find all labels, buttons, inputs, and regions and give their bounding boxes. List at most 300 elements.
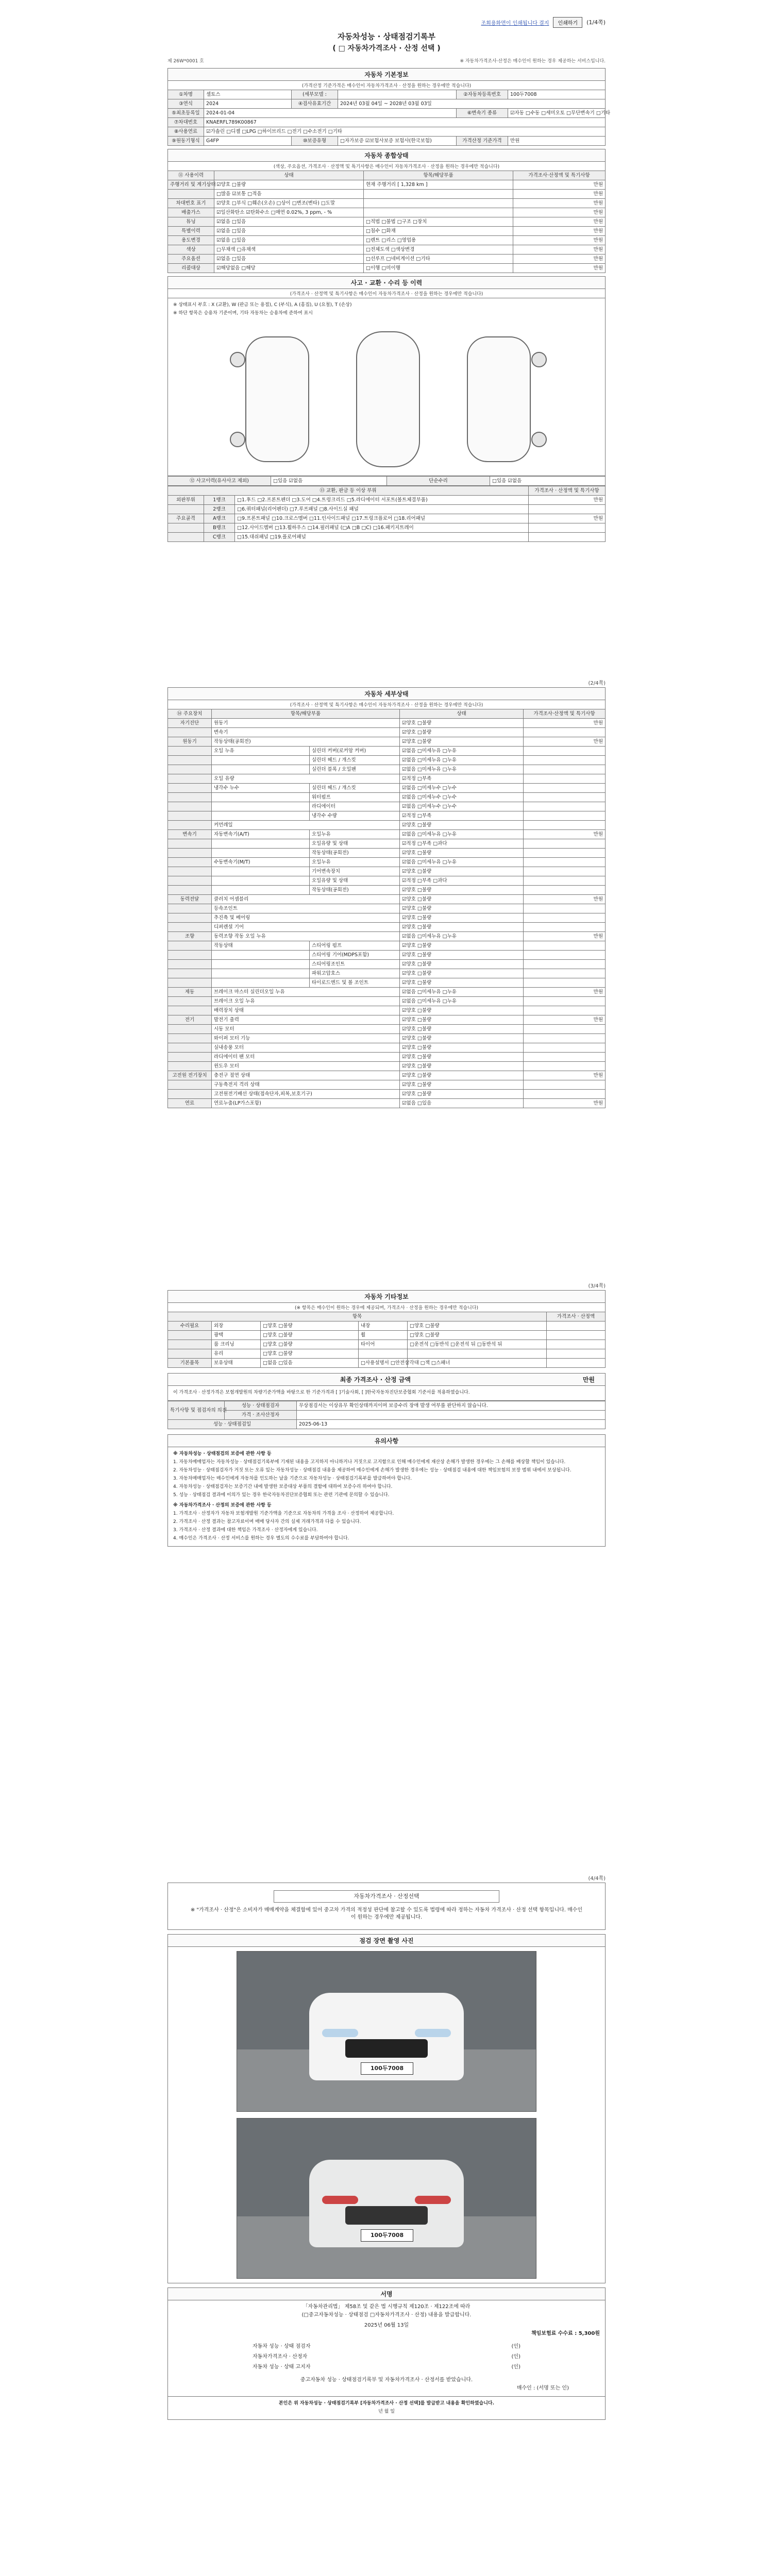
exchange-parts-row [168,523,606,533]
detail-device [168,1006,212,1015]
detail-part: 실린더 헤드 / 개스킷 [310,784,400,793]
detail-status: ☑양호 □불량 [400,728,524,737]
detail-price [524,1090,606,1099]
state-detail: □전체도색 □색상변경 [364,245,513,255]
detail-row [168,960,606,969]
detail-status: ☑양호 □불량 [400,904,524,913]
note-item: 4. 매수인은 가격조사 · 산정 서비스를 원하는 경우 별도의 수수료를 부담하여야 합니다. [173,1536,349,1541]
detail-status: ☑양호 □불량 [400,960,524,969]
detail-price: 만원 [524,932,606,941]
detail-status: ☑없음 □미세누유 □누유 [400,830,524,839]
final-price-label: 최종 가격조사 · 산정 금액 [340,1376,411,1383]
state-price: 만원 [513,245,606,255]
detail-device [168,765,212,774]
detail-status: ☑적정 □부족 □과다 [400,839,524,849]
etc-status: □양호 □불량 [261,1331,359,1340]
etc-row [168,1331,606,1340]
etc-status: □양호 □불량 [408,1321,547,1331]
special-notes-label: 특기사항 및 점검자의 의견 [168,1401,225,1420]
final-price-note [167,1385,606,1401]
etc-price [547,1321,606,1331]
etc-info-title: 자동차 기타정보 [167,1290,606,1302]
detail-header-cell: ⑭ 주요장치 [168,709,212,719]
etc-status: □양호 □불량 [261,1349,359,1359]
detail-price: 만원 [524,737,606,747]
detail-item: 오일 유량 [212,774,400,784]
special-notes-role: 성능 · 상태점검자 [225,1401,297,1411]
detail-row [168,839,606,849]
exchange-parts-row [168,496,606,505]
detail-price [524,784,606,793]
detail-status: ☑양호 □불량 [400,1053,524,1062]
detail-device: 연료 [168,1099,212,1108]
inspection-photo-front [237,1951,536,2112]
detail-price [524,876,606,886]
state-detail: □렌트 □리스 □영업용 [364,236,513,245]
basic-info-row [168,109,606,118]
state-status: ☑양호 □불량 [214,180,364,190]
detail-device [168,849,212,858]
final-price-unit: 만원 [582,1376,595,1383]
detail-device [168,784,212,793]
print-button[interactable]: 인쇄하기 [553,17,582,28]
detail-row [168,737,606,747]
state-header-cell: ⑪ 사용이력 [168,171,214,180]
etc-item [359,1349,408,1359]
state-detail [364,199,513,208]
etc-item: 타이어 [359,1340,408,1349]
detail-price [524,951,606,960]
detail-part: 워터펌프 [310,793,400,802]
etc-group [168,1340,212,1349]
etc-group: 기본품목 [168,1359,212,1368]
detail-price [524,728,606,737]
photo-headlight [322,2029,358,2037]
state-row [168,245,606,255]
detail-status: ☑양호 □불량 [400,719,524,728]
state-item-label: 주행거리 및 계기상태 [168,180,214,190]
detail-item: 와이퍼 모터 기능 [212,1034,400,1043]
detail-part: 실린더 블록 / 오일팬 [310,765,400,774]
basic-info-value: □자가보증 ☑보험사보증 보험사(한국보험) [338,137,457,146]
detail-status: ☑양호 □불량 [400,923,524,932]
detail-device [168,1043,212,1053]
signer-row [253,2362,520,2372]
detail-row [168,719,606,728]
detail-item: 충전구 절연 상태 [212,1071,400,1080]
detail-item: 냉각수 누수 [212,784,310,793]
detail-item: 브레이크 마스터 실린더오일 누유 [212,988,400,997]
state-status: □무채색 □유채색 [214,245,364,255]
car-top-view-shape [356,331,420,467]
etc-header-cell: 가격조사 · 산정액 [547,1312,606,1321]
car-left-side-shape [245,336,309,462]
state-detail: □침수 □화재 [364,227,513,236]
state-item-label: 특별이력 [168,227,214,236]
detail-item [212,802,310,811]
detail-part: 라디에이터 [310,802,400,811]
state-row [168,264,606,273]
detail-price [524,839,606,849]
state-price: 만원 [513,264,606,273]
simple-repair-value: □있음 ☑없음 [490,477,606,486]
exchange-parts-price-header: 가격조사 · 산정액 및 특기사항 [529,486,606,496]
detail-item: 커먼레일 [212,821,400,830]
detail-item: 자동변속기(A/T) [212,830,310,839]
special-notes-row [168,1411,606,1420]
car-wheel-icon [531,352,547,367]
accident-legend-line-1: ※ 상태표시 부호 : X (교환), W (판금 또는 용접), C (부식), A (흠집), U (요철), T (손상) [173,302,352,308]
detail-item [212,849,310,858]
detail-status: ☑적정 □부족 □과다 [400,876,524,886]
photo-headlight [415,2029,451,2037]
fee-label: 책임보험료 수수료 : [531,2331,577,2336]
detail-price: 만원 [524,719,606,728]
detail-row [168,1034,606,1043]
detail-item: 시동 모터 [212,1025,400,1034]
detail-status: ☑없음 □미세누수 □누수 [400,802,524,811]
detail-status: ☑없음 □미세누유 □누유 [400,765,524,774]
inspection-photo-rear [237,2118,536,2279]
etc-status: □양호 □불량 [261,1340,359,1349]
exchange-parts-list: □12.사이드멤버 □13.휠하우스 □14.필러패널 (□A □B □C) □16.패키지트레이 [235,523,529,533]
basic-info-row [168,118,606,127]
etc-info-note: (※ 항목은 매수인이 원하는 경우에 제공되며, 가격조사 · 산정을 원하는 경우에만 적습니다) [167,1302,606,1312]
detail-status: ☑양호 □불량 [400,951,524,960]
license-plate: 100두7008 [361,2229,413,2242]
detail-row [168,969,606,978]
detail-device [168,811,212,821]
note-item: 1. 가격조사 · 산정자가 자동차 보험개발원 기준가액을 기준으로 자동차의 가격을 조사 · 산정하여 제공합니다. [173,1511,394,1516]
detail-device [168,969,212,978]
special-notes-row [168,1420,606,1429]
car-wheel-icon [230,352,245,367]
footer-text: 본인은 위 자동차성능 · 상태점검기록부 [자동차가격조사 · 산정 선택]를 발급받고 내용을 확인하였습니다. [278,2401,495,2406]
accident-value: □있음 ☑없음 [271,477,387,486]
exchange-parts-row [168,505,606,514]
detail-status: ☑없음 □미세누유 □누유 [400,747,524,756]
detail-row [168,904,606,913]
detail-part: 냉각수 수량 [310,811,400,821]
signer-role: 자동차 성능 · 상태 점검자 [253,2344,311,2349]
detail-price: 만원 [524,1071,606,1080]
detail-status: ☑없음 □미세누유 □누유 [400,997,524,1006]
special-notes-role: 가격 · 조사산정자 [225,1411,297,1420]
detail-item [212,886,310,895]
etc-item: 광택 [212,1331,261,1340]
license-plate: 100두7008 [361,2062,413,2075]
car-wheel-icon [230,432,245,447]
detail-item [212,960,310,969]
notes-heading-1: ※ 자동차성능 · 상태점검의 보증에 관한 사항 등 [173,1451,272,1456]
detail-device [168,978,212,988]
detail-row [168,978,606,988]
accident-legend-line-2: ※ 하단 항목은 승용차 기준이며, 기타 자동차는 승용차에 준하여 표시 [173,311,313,316]
detail-row [168,1025,606,1034]
detail-part: 스티어링조인트 [310,960,400,969]
exchange-parts-header: ⑬ 교환, 판금 등 이상 부위 [168,486,529,496]
note-item: 2. 가격조사 · 산정 결과는 참고자료이며 매매 당사자 간의 실제 거래가격과 다를 수 있습니다. [173,1519,361,1524]
detail-price [524,978,606,988]
state-detail: □적법 □불법 □구조 □장치 [364,217,513,227]
detail-status: ☑양호 □불량 [400,1062,524,1071]
accident-history-note: (가격조사 · 산정액 및 특기사항은 매수인이 자동차가격조사 · 산정을 원하는 경우에만 적습니다) [167,289,606,298]
document-number: 제 26W*0001 호 [167,59,204,64]
detail-row [168,858,606,867]
detail-price [524,1025,606,1034]
page-number: (1/4쪽) [586,19,606,26]
note-item: 3. 가격조사 · 산정 결과에 대한 책임은 가격조사 · 산정자에게 있습니다. [173,1528,318,1533]
state-row [168,180,606,190]
detail-status: ☑양호 □불량 [400,969,524,978]
basic-info-label: ④검사유효기간 [292,99,338,109]
detail-item: 원동기 [212,719,400,728]
final-price-title [167,1373,606,1385]
receipt-text: 중고자동차 성능 · 상태점검기록부 및 자동차가격조사 · 산정서를 받았습니다. [300,2377,473,2383]
detail-item: 실내송풍 모터 [212,1043,400,1053]
detail-device [168,951,212,960]
photo-title: 점검 장면 촬영 사진 [167,1934,606,1946]
page-2 [167,680,606,1108]
detail-part: 오일누유 [310,830,400,839]
detail-item: 오일 누유 [212,747,310,756]
detail-status: ☑양호 □불량 [400,941,524,951]
etc-row [168,1340,606,1349]
price-select-box [167,1883,606,1930]
detail-device [168,886,212,895]
basic-info-label: ①차명 [168,90,204,99]
detail-status: ☑적정 □부족 [400,774,524,784]
car-diagram [167,321,606,476]
etc-item: 보유상태 [212,1359,261,1368]
page-number: (4/4쪽) [588,1876,606,1882]
detail-part: 작동상태(공회전) [310,849,400,858]
detail-device: 고전원 전기장치 [168,1071,212,1080]
page-number: (3/4쪽) [588,1283,606,1289]
document-header [167,57,606,64]
etc-item: 내장 [359,1321,408,1331]
detail-status: ☑양호 □불량 [400,886,524,895]
etc-item: 룸 크리닝 [212,1340,261,1349]
price-select-text: ※ "가격조사 · 산정"은 소비자가 매매계약을 체결함에 있어 중고차 가격의 적정성 판단에 참고할 수 있도록 법령에 따라 정하는 자동차 가격조사 · 산정 선택 항목입니다. 매수인이 원하는 경우에만 제공됩니다. [190,1907,583,1920]
basic-info-row [168,99,606,109]
detail-status: ☑없음 □미세누수 □누수 [400,784,524,793]
etc-status: □없음 □있음 [261,1359,359,1368]
state-price: 만원 [513,199,606,208]
detail-price [524,821,606,830]
state-item-label [168,190,214,199]
detail-part: 스티어링 펌프 [310,941,400,951]
detail-item [212,876,310,886]
detail-device: 조향 [168,932,212,941]
special-notes-table [167,1401,606,1429]
detail-row [168,1099,606,1108]
detail-device [168,802,212,811]
detail-header-cell: 가격조사·산정액 및 특기사항 [524,709,606,719]
detail-price [524,858,606,867]
detail-device: 변속기 [168,830,212,839]
etc-item: 휠 [359,1331,408,1340]
exchange-parts-price [529,533,606,542]
etc-group: 수리필요 [168,1321,212,1331]
detail-price [524,886,606,895]
detail-item: 동력조향 작동 오일 누유 [212,932,400,941]
detail-item: 브레이크 오일 누유 [212,997,400,1006]
etc-header-cell: 항목 [168,1312,547,1321]
detail-item: 윈도우 모터 [212,1062,400,1071]
detail-status: ☑양호 □불량 [400,913,524,923]
etc-status: □양호 □불량 [408,1331,547,1340]
detail-price [524,1080,606,1090]
exchange-parts-list: □6.쿼터패널(리어펜더) □7.루프패널 □8.사이드실 패널 [235,505,529,514]
detail-item: 클러치 어셈블리 [212,895,400,904]
photo-grille [345,2039,428,2058]
basic-info-value: ☑가솔린 □디젤 □LPG □하이브리드 □전기 □수소전기 □기타 [204,127,606,137]
detail-part: 오일유량 및 상태 [310,876,400,886]
basic-info-label: ⑧사용연료 [168,127,204,137]
exchange-parts-group: 주요골격 [168,514,204,523]
state-row [168,217,606,227]
etc-group [168,1331,212,1340]
detail-header-cell: 상태 [400,709,524,719]
basic-info-row [168,137,606,146]
state-row [168,227,606,236]
detail-device [168,1062,212,1071]
exchange-parts-list: □1.후드 □2.프론트펜더 □3.도어 □4.트렁크리드 □5.라디에이터 서포트(볼트체결부품) [235,496,529,505]
detail-row [168,923,606,932]
detail-price [524,802,606,811]
detail-item: 디퍼렌셜 기어 [212,923,400,932]
state-item-label: 용도변경 [168,236,214,245]
etc-row [168,1321,606,1331]
footer-date: 년 월 일 [378,2409,395,2414]
detail-row [168,811,606,821]
basic-info-label: ⑥변속기 종류 [457,109,508,118]
detail-status: ☑없음 □있음 [400,1099,524,1108]
detail-status: ☑양호 □불량 [400,821,524,830]
overall-state-note: (색상, 주요옵션, 가격조사 · 산정액 및 특기사항은 매수인이 자동차가격조사 · 산정을 원하는 경우에만 적습니다) [167,161,606,171]
detail-device [168,1034,212,1043]
etc-item: □사용설명서 □안전삼각대 □잭 □스패너 [359,1359,408,1368]
detail-status: ☑양호 □불량 [400,1080,524,1090]
exchange-parts-row [168,514,606,523]
detail-device: 원동기 [168,737,212,747]
basic-info-value: 셀토스 [204,90,292,99]
detail-item: 추진축 및 베어링 [212,913,400,923]
basic-info-title: 자동차 기본정보 [167,68,606,80]
detail-price [524,1053,606,1062]
overall-state-title: 자동차 종합상태 [167,149,606,161]
receipt-sign: 매수인 : (서명 또는 인) [516,2385,569,2391]
accident-legend [167,298,606,321]
state-status: □많음 ☑보통 □적음 [214,190,364,199]
detail-status: ☑없음 □미세누유 □누유 [400,932,524,941]
detail-row [168,756,606,765]
exchange-parts-rank: A랭크 [204,514,235,523]
exchange-parts-rank: 2랭크 [204,505,235,514]
basic-info-value: G4FP [204,137,292,146]
special-notes-text [297,1411,606,1420]
state-price: 만원 [513,217,606,227]
detail-price [524,904,606,913]
state-price: 만원 [513,255,606,264]
state-price: 만원 [513,208,606,217]
detail-device [168,858,212,867]
detail-row [168,802,606,811]
detail-price [524,867,606,876]
detail-item: 작동상태 [212,941,310,951]
detail-item: 작동상태(공회전) [212,737,400,747]
detail-price [524,941,606,951]
detail-row [168,830,606,839]
detail-row [168,1071,606,1080]
car-right-side-shape [467,336,531,462]
detail-price [524,1043,606,1053]
state-detail [364,208,513,217]
detail-row [168,1090,606,1099]
note-item: 3. 자동차매매업자는 매수인에게 자동차를 인도하는 날을 기준으로 자동차성능 · 상태점검기록부를 발급하여야 합니다. [173,1476,412,1481]
signature-title: 서명 [167,2287,606,2300]
state-detail: 현재 주행거리 [ 1,328 km ] [364,180,513,190]
exchange-parts-list: □9.프론트패널 □10.크로스멤버 □11.인사이드패널 □17.트렁크플로어 □18.리어패널 [235,514,529,523]
notes-title: 유의사항 [167,1434,606,1447]
car-wheel-icon [531,432,547,447]
notes-section [167,1447,606,1547]
detail-device [168,941,212,951]
detail-row [168,1062,606,1071]
detail-device [168,913,212,923]
detail-device [168,876,212,886]
detail-status: ☑양호 □불량 [400,978,524,988]
etc-price [547,1331,606,1340]
detail-state-note: (가격조사 · 산정액 및 특기사항은 매수인이 자동차가격조사 · 산정을 원하는 경우에만 적습니다) [167,700,606,709]
detail-part: 오일누유 [310,858,400,867]
print-info-link[interactable]: 조회용화면이 인쇄됩니다 결지 [481,20,549,26]
detail-price [524,1034,606,1043]
detail-price [524,747,606,756]
detail-status: ☑양호 □불량 [400,1034,524,1043]
state-status: ☑일산화탄소 ☑탄화수소 □매연 0.02%, 3 ppm, - % [214,208,364,217]
detail-row [168,849,606,858]
special-notes-text: 2025-06-13 [297,1420,606,1429]
accident-label: ⑫ 사고이력(유사사고 제외) [168,477,271,486]
page-4 [167,1875,606,2420]
exchange-parts-group: 외판부위 [168,496,204,505]
page-number: (2/4쪽) [588,681,606,686]
detail-device [168,821,212,830]
detail-price [524,969,606,978]
toolbar [167,15,606,29]
detail-price [524,997,606,1006]
detail-device [168,1080,212,1090]
detail-row [168,774,606,784]
note-item: 5. 성능 · 상태점검 결과에 이의가 있는 경우 한국자동차진단보증협회 또는 관련 기관에 문의할 수 있습니다. [173,1493,390,1498]
detail-row [168,997,606,1006]
page-1 [167,15,611,542]
detail-device [168,923,212,932]
detail-status: ☑양호 □불량 [400,1071,524,1080]
detail-item [212,793,310,802]
detail-row [168,784,606,793]
state-header-cell: 항목/해당부품 [364,171,513,180]
detail-item [212,969,310,978]
detail-part: 타이로드엔드 및 볼 조인트 [310,978,400,988]
state-price: 만원 [513,227,606,236]
detail-row [168,913,606,923]
detail-device [168,1090,212,1099]
detail-state-table [167,709,606,1108]
detail-item [212,756,310,765]
